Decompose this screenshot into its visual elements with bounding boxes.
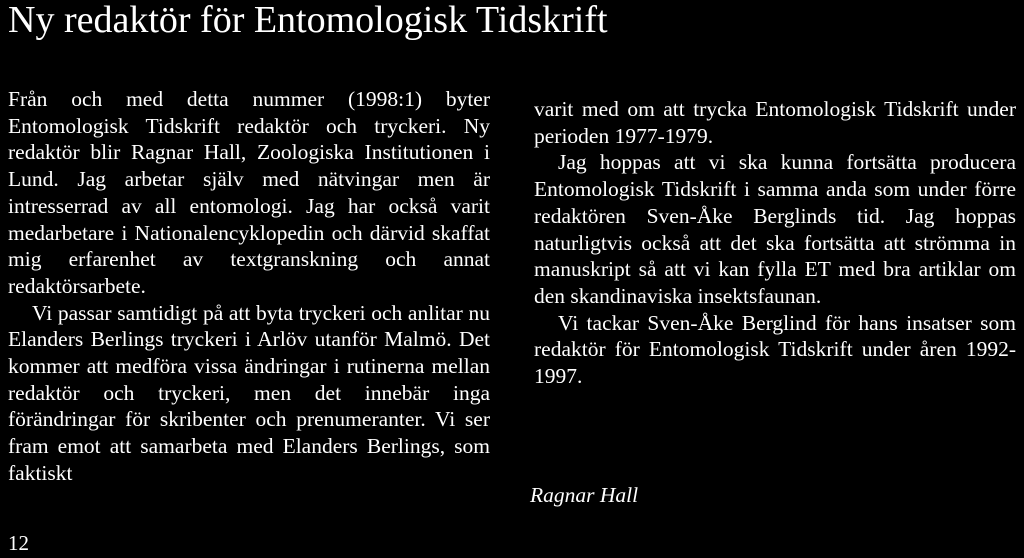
left-column (8, 86, 490, 487)
right-column (534, 96, 1016, 390)
right-paragraph-2: Jag hoppas att vi ska kunna fortsätta producera Entomologisk Tidskrift i samma anda som under förre redaktören Sven-Åke Berglinds tid. Jag hoppas naturligtvis också att det ska fortsätta att strömma in manuskript så att vi kan fylla ET med bra artiklar om den skandinaviska insektsfaunan. (534, 150, 1016, 308)
page-number: 12 (8, 531, 29, 555)
article-title: Ny redaktör för Entomologisk Tidskrift (8, 0, 608, 41)
left-paragraph-2: Vi passar samtidigt på att byta tryckeri och anlitar nu Elanders Berlings tryckeri i Arlöv utanför Malmö. Det kommer att medföra vissa ändringar i rutinerna mellan redaktör och tryckeri, men det innebär inga förändringar för skribenter och prenumeranter. Vi ser fram emot att samarbeta med Elanders Berlings, som faktiskt (8, 300, 490, 485)
right-paragraph-1: varit med om att trycka Entomologisk Tidskrift under perioden 1977-1979. (534, 97, 1016, 148)
left-paragraph-1: Från och med detta nummer (1998:1) byter Entomologisk Tidskrift redaktör och tryckeri. Ny redaktör blir Ragnar Hall, Zoologiska Institutionen i Lund. Jag arbetar själv med nätvingar men är intresserrad av all entomologi. Jag har också varit medarbetare i Nationalencyklopedin och därvid skaffat mig erfarenhet av textgranskning och annat redaktörsarbete. (8, 87, 490, 298)
right-paragraph-3: Vi tackar Sven-Åke Berglind för hans insatser som redaktör för Entomologisk Tidskrift under åren 1992-1997. (534, 310, 1016, 389)
author-signature: Ragnar Hall (530, 483, 639, 507)
